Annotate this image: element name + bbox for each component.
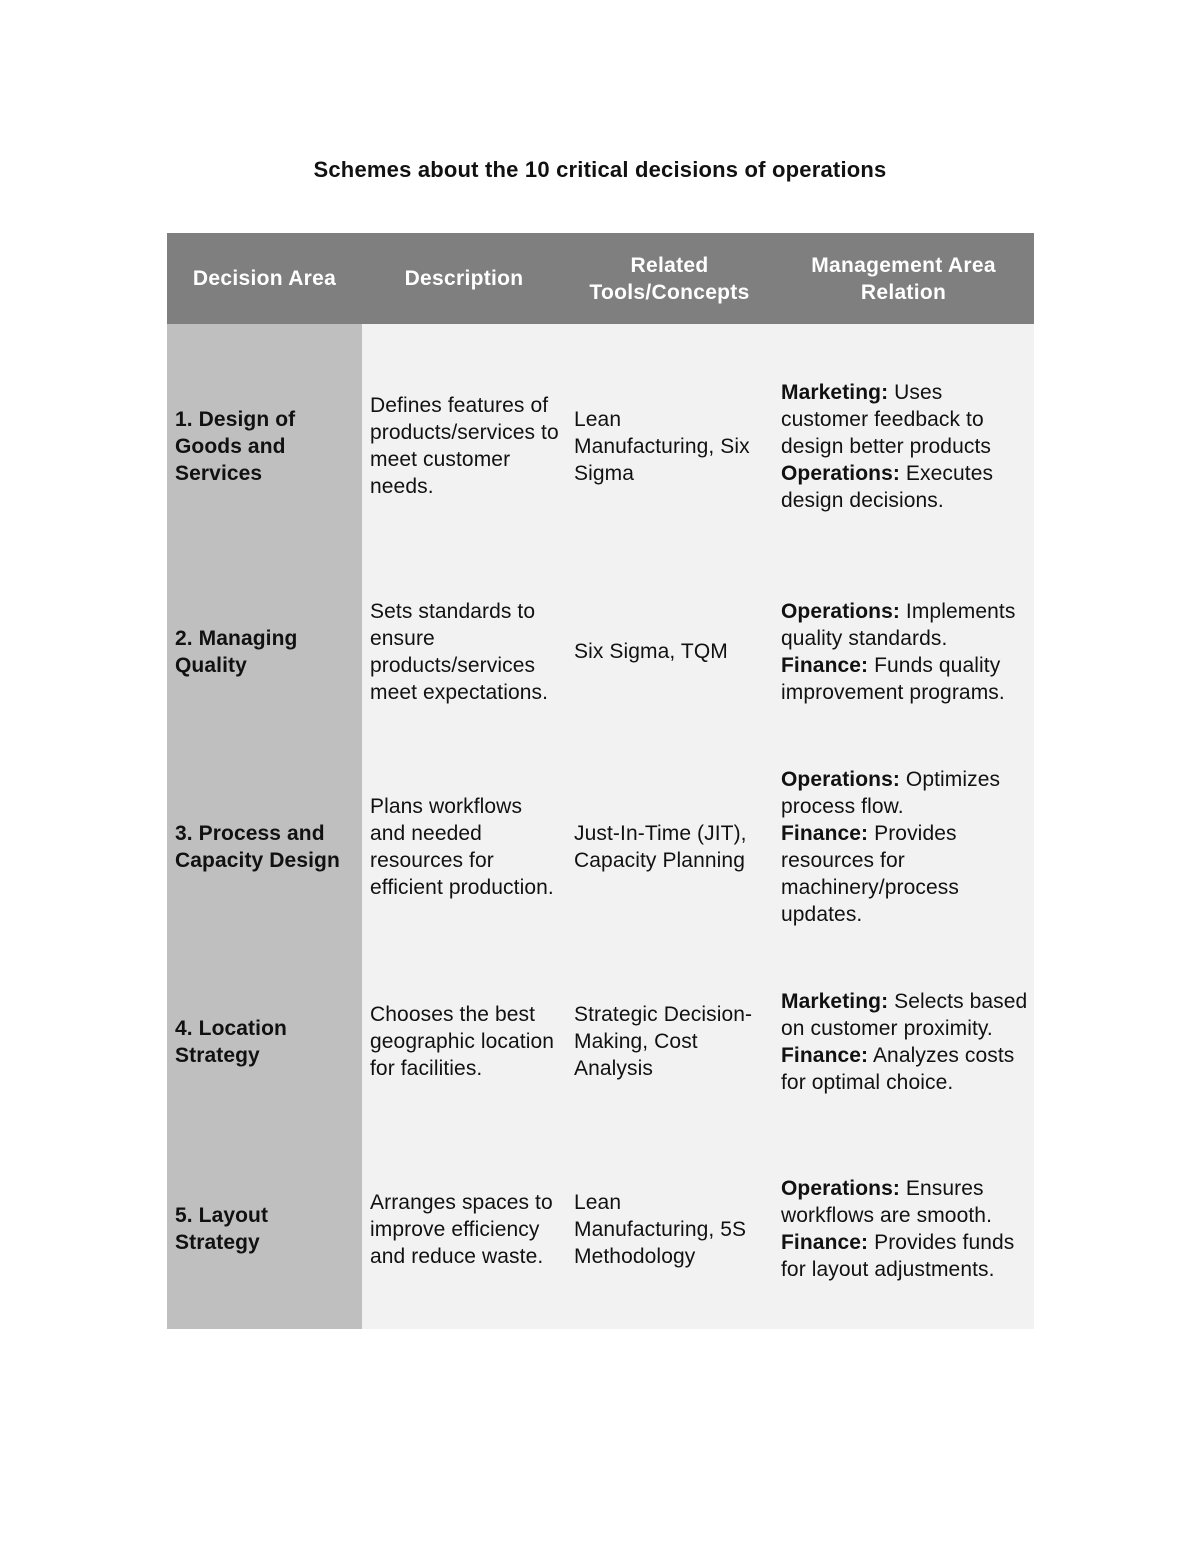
relation-label: Operations: [781,599,900,623]
relation-label: Marketing: [781,380,889,404]
relation-text: Provides funds for layout adjustments. [781,1231,1015,1281]
decision-area-cell: 5. Layout Strategy [167,1139,362,1329]
description-cell: Arranges spaces to improve efficiency and reduce waste. [362,1139,566,1329]
table-row [167,1139,1034,1329]
relation-label: Finance: [781,1043,869,1067]
description-cell: Plans workflows and needed resources for efficient production. [362,749,566,944]
table-row [167,554,1034,749]
description-cell: Sets standards to ensure products/services meet expectations. [362,554,566,749]
relation-label: Marketing: [781,989,889,1013]
relation-label: Operations: [781,461,900,485]
decision-area-cell: 1. Design of Goods and Services [167,324,362,554]
relation-label: Operations: [781,1177,900,1200]
table-row [167,749,1034,944]
decisions-table [167,233,1034,1329]
relation-cell [773,749,1034,944]
tools-cell: Strategic Decision-Making, Cost Analysis [566,944,773,1139]
relation-cell [773,324,1034,554]
table-header-row [167,233,1034,324]
tools-cell: Just-In-Time (JIT), Capacity Planning [566,749,773,944]
decision-area-cell: 2. Managing Quality [167,554,362,749]
relation-label: Finance: [781,1231,869,1254]
relation-text: Provides resources for machinery/process updates. [781,821,959,926]
relation-label: Operations: [781,767,900,791]
relation-text: Selects based on customer proximity. [781,989,1028,1040]
relation-text: Implements quality standards. [781,599,1016,650]
tools-cell: Six Sigma, TQM [566,554,773,749]
tools-cell: Lean Manufacturing, Six Sigma [566,324,773,554]
tools-cell: Lean Manufacturing, 5S Methodology [566,1139,773,1329]
relation-cell [773,944,1034,1139]
table-row [167,324,1034,554]
relation-text: Executes design decisions. [781,461,994,512]
relation-cell [773,1139,1034,1329]
page-title: Schemes about the 10 critical decisions of operations [313,157,887,182]
relation-text: Analyzes costs for optimal choice. [781,1043,1015,1094]
relation-label: Finance: [781,653,869,677]
header-management-relation: Management Area Relation [773,233,1034,324]
header-related-tools: Related Tools/Concepts [566,233,773,324]
table-row [167,944,1034,1139]
header-description: Description [362,233,566,324]
description-cell: Defines features of products/services to meet customer needs. [362,324,566,554]
relation-cell [773,554,1034,749]
relation-label: Finance: [781,821,869,845]
decision-area-cell: 3. Process and Capacity Design [167,749,362,944]
description-cell: Chooses the best geographic location for facilities. [362,944,566,1139]
relation-text: Ensures workflows are smooth. [781,1177,993,1227]
header-decision-area: Decision Area [167,233,362,324]
relation-text: Funds quality improvement programs. [781,653,1005,704]
relation-text: Uses customer feedback to design better products [781,380,991,458]
decision-area-cell: 4. Location Strategy [167,944,362,1139]
relation-text: Optimizes process flow. [781,767,1001,818]
